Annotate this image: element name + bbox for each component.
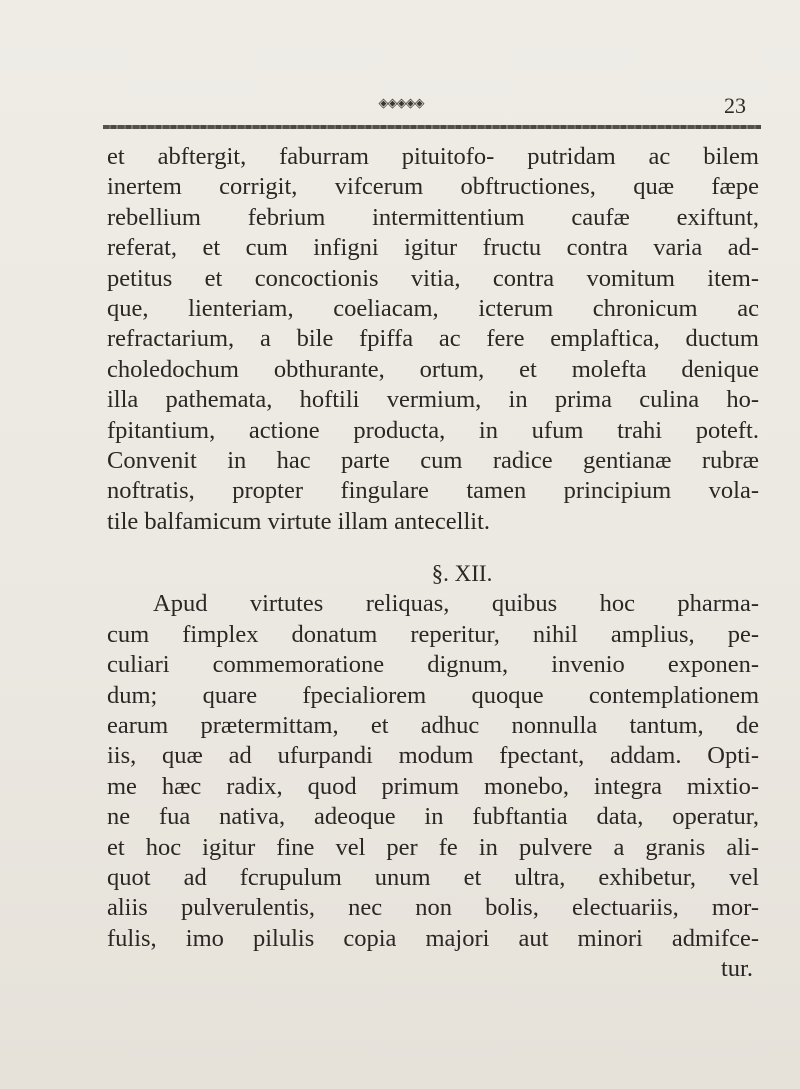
text-line: inertem corrigit, vifcerum obftructiones, quæ fæpe [107, 173, 759, 201]
body-text [107, 142, 759, 985]
text-line: rebellium febrium intermittentium caufæ exiftunt, [107, 203, 759, 231]
text-line: fpitantium, actione producta, in ufum trahi poteft. [107, 416, 759, 444]
text-line: referat, et cum infigni igitur fructu contra varia ad- [107, 234, 759, 262]
header-ornament: ◈◈◈◈◈ [378, 95, 424, 110]
text-line: et abftergit, faburram pituitofo- putridam ac bilem [107, 143, 759, 170]
catchword: tur. [721, 955, 753, 983]
text-line: tile balfamicum virtute illam antecellit. [107, 507, 491, 535]
text-line: culiari commemoratione dignum, invenio exponen- [107, 651, 759, 679]
text-line: fulis, imo pilulis copia majori aut minori admifce- [107, 924, 759, 952]
paragraph-2 [107, 589, 759, 954]
paragraph-1 [107, 142, 759, 537]
text-line: Apud virtutes reliquas, quibus hoc pharma- [153, 590, 759, 618]
text-line: ne fua nativa, adeoque in fubftantia data, operatur, [107, 803, 759, 831]
text-line: iis, quæ ad ufurpandi modum fpectant, addam. Opti- [107, 742, 759, 770]
text-line: refractarium, a bile fpiffa ac fere emplaftica, ductum [107, 325, 759, 353]
text-line: Convenit in hac parte cum radice gentianæ rubræ [107, 446, 759, 474]
text-line: illa pathemata, hoftili vermium, in prima culina ho- [107, 386, 759, 414]
text-line: me hæc radix, quod primum monebo, integra mixtio- [107, 772, 759, 800]
text-line: noftratis, propter fingulare tamen principium vola- [107, 477, 759, 505]
header-rule [103, 125, 761, 129]
text-line: dum; quare fpecialiorem quoque contemplationem [107, 681, 759, 709]
text-line: aliis pulverulentis, nec non bolis, electuariis, mor- [107, 894, 759, 922]
text-line: earum prætermittam, et adhuc nonnulla tantum, de [107, 712, 759, 740]
section-heading: §. XII. [431, 561, 493, 587]
text-line: cum fimplex donatum reperitur, nihil amplius, pe- [107, 620, 759, 648]
text-line: petitus et concoctionis vitia, contra vomitum item- [107, 264, 759, 292]
text-line: choledochum obthurante, ortum, et molefta denique [107, 355, 759, 383]
text-line: que, lienteriam, coeliacam, icterum chronicum ac [107, 294, 759, 322]
text-line: quot ad fcrupulum unum et ultra, exhibetur, vel [107, 863, 759, 891]
page-number: 23 [724, 93, 746, 118]
text-line: et hoc igitur fine vel per fe in pulvere a granis ali- [107, 833, 759, 861]
